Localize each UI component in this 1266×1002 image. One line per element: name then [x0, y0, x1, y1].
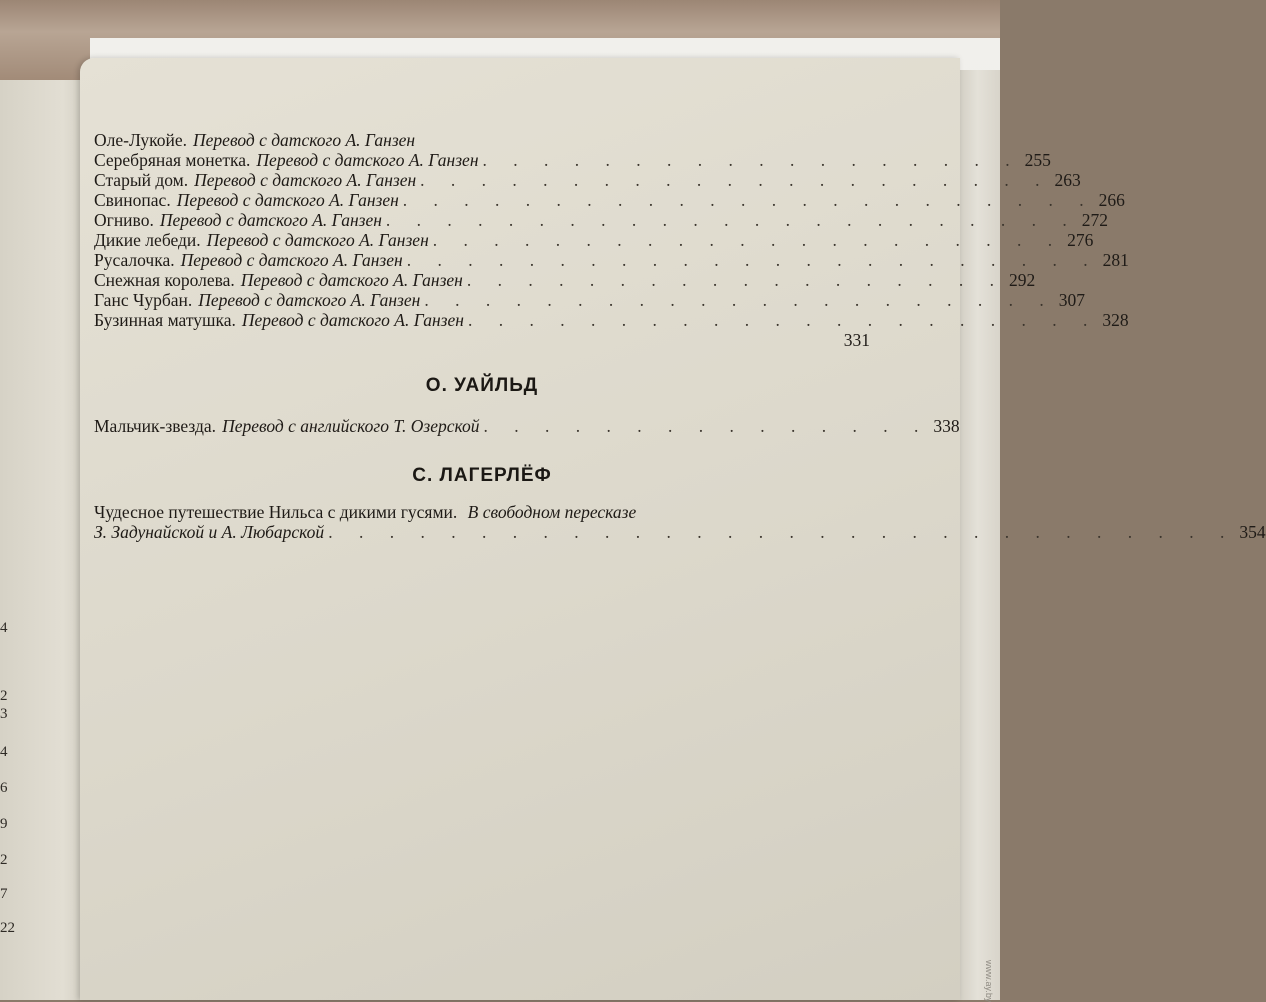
entry-translation: Перевод с датского А. Ганзен: [256, 150, 479, 170]
entry-title: Серебряная монетка.: [94, 150, 251, 170]
entry-translation: Перевод с английского Т. Озерской: [222, 416, 480, 436]
toc-entry-lagerlof: [94, 502, 1266, 542]
leader-dots: . . . . . . . . . . . . . . . . . . . . .: [432, 230, 1064, 250]
entry-translation: Перевод с датского А. Ганзен: [193, 130, 416, 150]
toc-entry: [94, 230, 1094, 250]
left-page-number: 4: [0, 744, 8, 760]
leader-dots: . . . . . . . . . . . . . . . . . . . . .: [424, 290, 1055, 310]
table-of-contents: [94, 130, 1266, 542]
toc-entry: [94, 290, 1085, 310]
entry-line: [94, 502, 870, 522]
entry-title: Снежная королева.: [94, 270, 235, 290]
entry-page: 307: [1058, 290, 1085, 310]
entry-title: Русалочка.: [94, 250, 175, 270]
toc-entry: [94, 150, 1051, 170]
entry-translation: Перевод с датского А. Ганзен: [241, 310, 464, 330]
leader-dots: . . . . . . . . . . . . . . . . . . . . .: [467, 310, 1099, 330]
entry-page: 276: [1067, 230, 1094, 250]
toc-entry: [94, 270, 1036, 290]
entry-title: Свинопас.: [94, 190, 171, 210]
leader-dots: . . . . . . . . . . . . . . . . . . . . . . .: [406, 250, 1099, 270]
entry-page: 331: [843, 330, 870, 350]
leader-dots: . . . . . . . . . . . . . . . . . . . . . . .: [385, 210, 1078, 230]
entry-page: 266: [1098, 190, 1125, 210]
entry-page: 292: [1008, 270, 1036, 290]
left-page-number: 22: [0, 920, 15, 936]
left-page: [0, 80, 90, 1000]
entry-title: Дикие лебеди.: [94, 230, 201, 250]
entry-translation: Перевод с датского А. Ганзен: [159, 210, 382, 230]
entry-page: 272: [1081, 210, 1109, 230]
leader-dots: . . . . . . . . . . . . . . .: [483, 416, 930, 436]
watermark: www.ay.by: [984, 960, 994, 1002]
leader-dots: . . . . . . . . . . . . . . . . . . . . . . . . . . . . . .: [328, 522, 1236, 542]
toc-entry: [94, 250, 1129, 270]
toc-entry: [94, 416, 960, 436]
entry-title: Мальчик-звезда.: [94, 416, 217, 436]
leader-dots: . . . . . . . . . . . . . . . . . . . . . . .: [402, 190, 1095, 210]
entry-translation: Перевод с датского А. Ганзен: [194, 170, 417, 190]
entry-line: [94, 522, 1266, 542]
author-heading-lagerlof: С. ЛАГЕРЛЁФ: [412, 465, 552, 486]
left-page-number: 2: [0, 688, 8, 704]
entry-title: Огниво.: [94, 210, 154, 230]
entry-title: Старый дом.: [94, 170, 189, 190]
left-page-number: 9: [0, 816, 8, 832]
entry-translation: Перевод с датского А. Ганзен: [198, 290, 421, 310]
entry-title: Чудесное путешествие Нильса с дикими гусями.: [94, 502, 458, 522]
toc-entry: [94, 130, 870, 150]
entry-page: 255: [1024, 150, 1051, 170]
toc-entry: [94, 330, 870, 350]
toc-entry-wilde: [94, 416, 960, 436]
toc-entry: [94, 170, 1081, 190]
entry-page: 328: [1102, 310, 1129, 330]
entry-translation: Перевод с датского А. Ганзен: [206, 230, 429, 250]
left-page-number: 6: [0, 780, 8, 796]
left-page-number: 3: [0, 706, 8, 722]
entry-title: Бузинная матушка.: [94, 310, 236, 330]
toc-entry: [94, 190, 1125, 210]
entry-page: 354: [1239, 522, 1266, 542]
left-page-number: 7: [0, 886, 8, 902]
left-page-number: 4: [0, 620, 8, 636]
entry-page: 263: [1054, 170, 1081, 190]
toc-entry: [94, 210, 1109, 230]
entry-page: 281: [1102, 250, 1129, 270]
entry-translation: Перевод с датского А. Ганзен: [240, 270, 463, 290]
leader-dots: . . . . . . . . . . . . . . . . . . . . .: [420, 170, 1051, 190]
toc-entry: [94, 310, 1129, 330]
leader-dots: . . . . . . . . . . . . . . . . . .: [482, 150, 1021, 170]
entry-title: Оле-Лукойе.: [94, 130, 188, 150]
author-heading-wilde: О. УАЙЛЬД: [425, 375, 539, 396]
leader-dots: . . . . . . . . . . . . . . . . . .: [466, 270, 1005, 290]
entry-translation: Перевод с датского А. Ганзен: [180, 250, 403, 270]
entry-translation: Перевод с датского А. Ганзен: [176, 190, 399, 210]
entry-page: 338: [933, 416, 960, 436]
entry-translation: В свободном пересказе: [467, 502, 637, 522]
entry-translators: З. Задунайской и А. Любарской: [94, 522, 325, 542]
left-page-number: 2: [0, 852, 8, 868]
entry-title: Ганс Чурбан.: [94, 290, 193, 310]
